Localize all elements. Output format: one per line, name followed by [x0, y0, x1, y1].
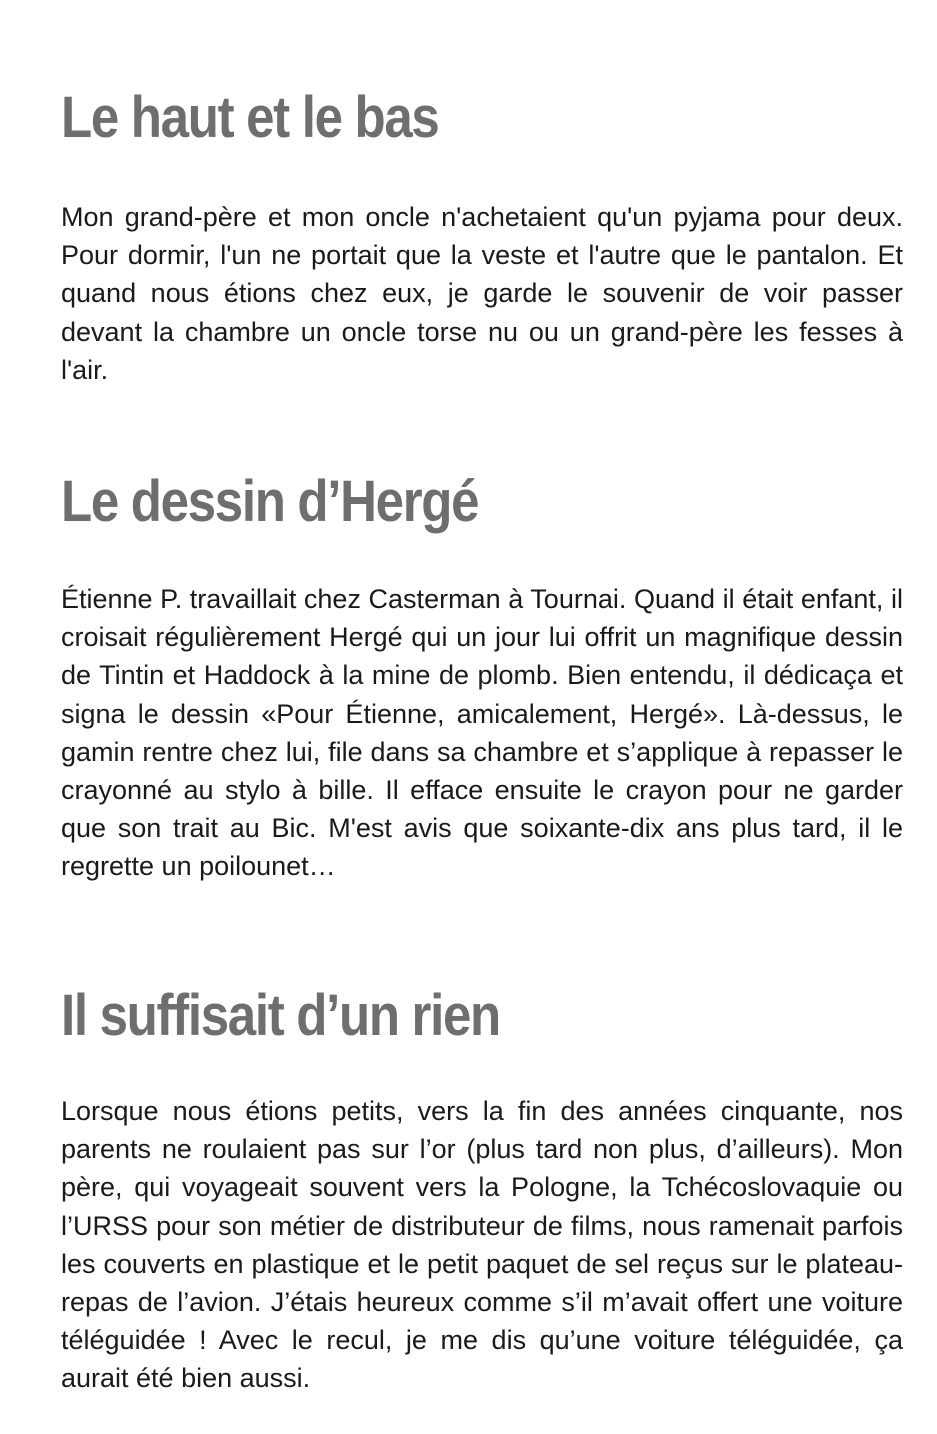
section-body: Lorsque nous étions petits, vers la fin des années cinquante, nos parents ne roulaient pas sur l’or (plus tard non plus, d’ailleurs). Mon père, qui voyageait souvent vers la Pologne, la Tchécoslovaquie ou l’URSS pour son métier de distributeur de films, nous ramenait parfois les couverts en plastique et le petit paquet de sel reçus sur le plateau-repas de l’avion. J’étais heureux comme s’il m’avait offert une voiture téléguidée ! Avec le recul, je me dis qu’une voiture téléguidée, ça aurait été bien aussi.: [61, 1096, 903, 1394]
section-il-suffisait-dun-rien: [61, 984, 903, 1398]
section-body: Étienne P. travaillait chez Casterman à Tournai. Quand il était enfant, il croisait régulièrement Hergé qui un jour lui offrit un magnifique dessin de Tintin et Haddock à la mine de plomb. Bien entendu, il dédicaça et signa le dessin «Pour Étienne, amicalement, Hergé». Là-dessus, le gamin rentre chez lui, file dans sa chambre et s’applique à repasser le crayonné au stylo à bille. Il efface ensuite le crayon pour ne garder que son trait au Bic. M'est avis que soixante-dix ans plus tard, il le regrette un poilounet…: [61, 584, 903, 882]
section-heading: Le dessin d’Hergé: [61, 469, 479, 534]
section-le-dessin-dherge: [61, 470, 903, 886]
section-le-haut-et-le-bas: [61, 86, 903, 389]
section-heading: Le haut et le bas: [61, 85, 439, 150]
section-body: Mon grand-père et mon oncle n'achetaient qu'un pyjama pour deux. Pour dormir, l'un ne portait que la veste et l'autre que le pantalon. Et quand nous étions chez eux, je garde le souvenir de voir passer devant la chambre un oncle torse nu ou un grand-père les fesses à l'air.: [61, 202, 903, 385]
section-heading: Il suffisait d’un rien: [61, 983, 500, 1048]
